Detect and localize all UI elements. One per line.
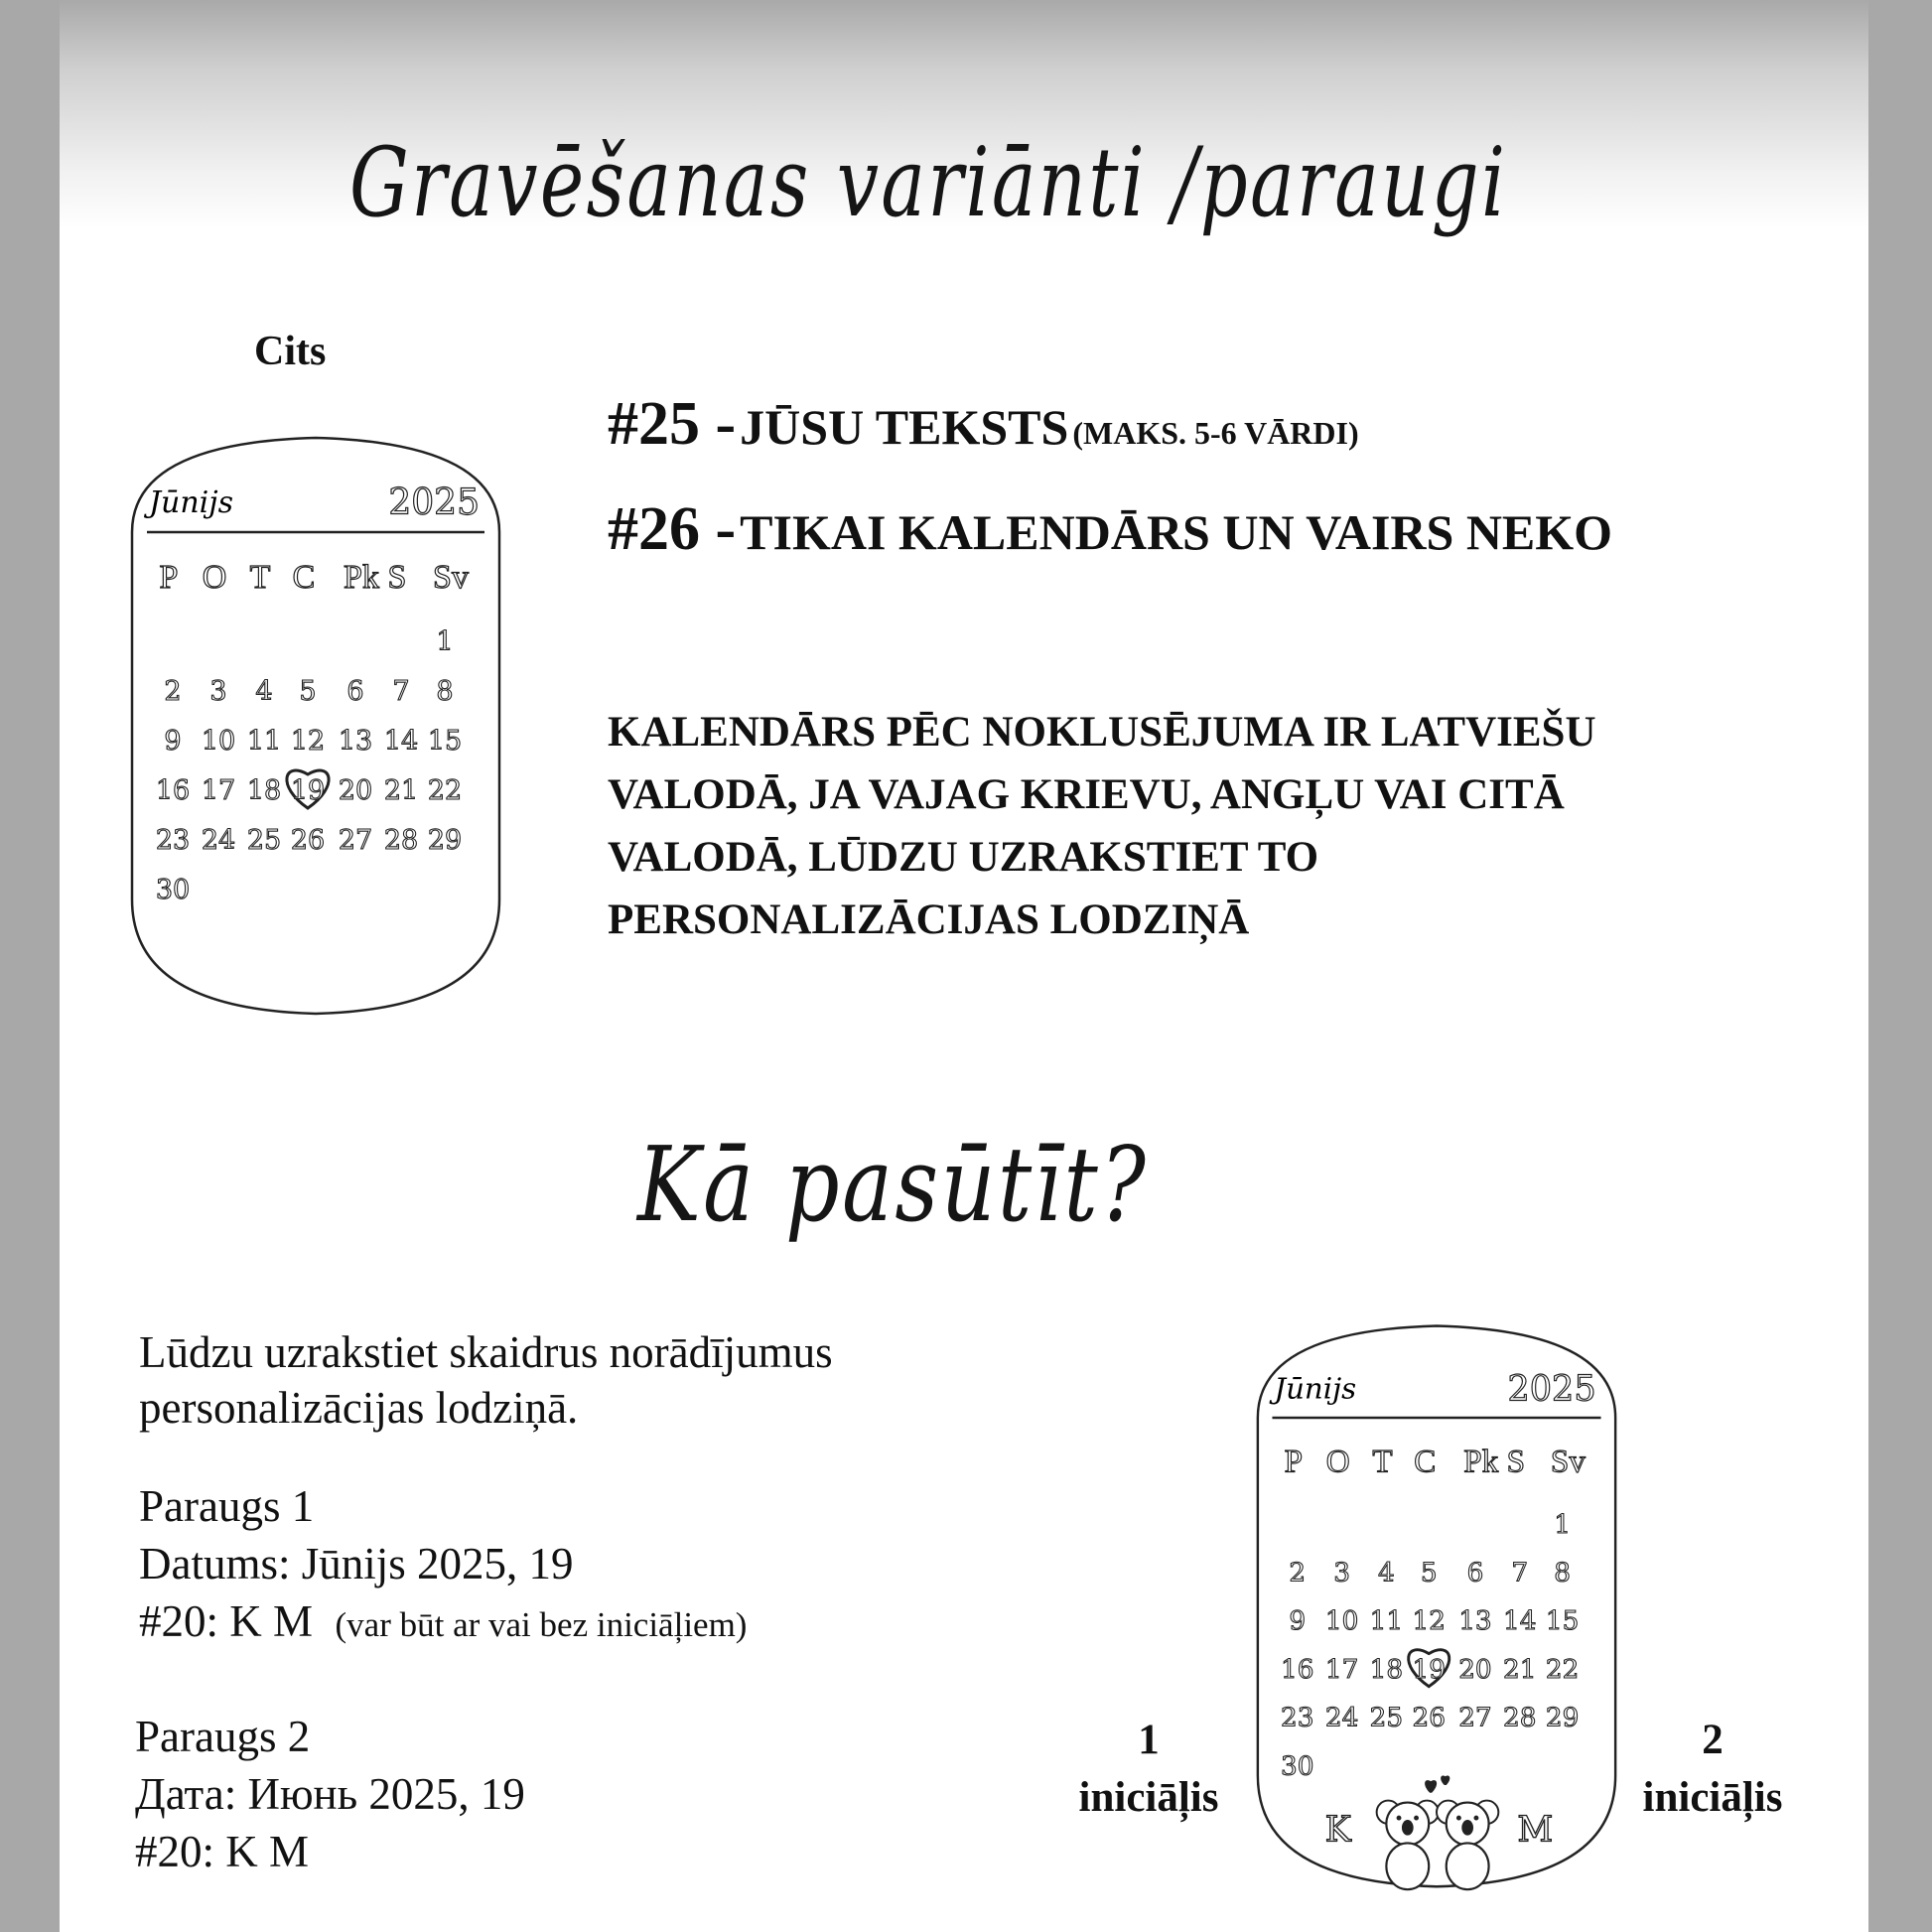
initial-2-text: iniciāļis: [1642, 1774, 1783, 1821]
calendar-month: Jūnijs: [149, 485, 233, 520]
calendar-day: 30: [1281, 1751, 1314, 1782]
calendar-day: 19: [1412, 1654, 1446, 1685]
calendar-day: 24: [201, 825, 236, 856]
calendar-weekday: O: [202, 559, 227, 596]
calendar-weekday: T: [249, 559, 271, 596]
calendar-day: 22: [1545, 1654, 1580, 1685]
calendar-day: 28: [1503, 1703, 1537, 1733]
language-note-line: PERSONALIZĀCIJAS LODZIŅĀ: [608, 897, 1250, 943]
calendar-tag-sample: [127, 423, 504, 1019]
example-1-note: (var būt ar vai bez iniciāļiem): [335, 1605, 748, 1644]
initial-1-label: [1064, 1712, 1233, 1827]
language-note-line: VALODĀ, JA VAJAG KRIEVU, ANGĻU VAI CITĀ: [608, 771, 1565, 818]
option-26: [608, 494, 1612, 565]
calendar-day: 14: [1503, 1606, 1537, 1637]
calendar-day: 1: [436, 626, 454, 657]
example-2: [135, 1708, 525, 1880]
calendar-day: 12: [290, 726, 326, 757]
calendar-day: 29: [1545, 1703, 1580, 1733]
calendar-day: 23: [155, 825, 191, 856]
calendar-day: 10: [1324, 1606, 1359, 1637]
example-1-title: Paraugs 1: [139, 1481, 315, 1531]
calendar-day: 19: [290, 775, 326, 806]
calendar-weekday: Pk: [1463, 1444, 1499, 1480]
instructions-line: Lūdzu uzrakstiet skaidrus norādījumus: [139, 1327, 833, 1377]
calendar-day: 3: [1333, 1558, 1350, 1588]
instructions-line: personalizācijas lodziņā.: [139, 1383, 579, 1433]
option-26-number: #26 -: [608, 495, 737, 563]
initial-1-letter: K: [1324, 1809, 1351, 1851]
calendar-day: 3: [209, 676, 227, 707]
initial-2-label: [1628, 1712, 1797, 1827]
initial-2-number: 2: [1702, 1717, 1724, 1763]
calendar-day: 1: [1554, 1509, 1571, 1540]
calendar-day: 16: [155, 775, 191, 806]
option-25: [608, 389, 1359, 460]
calendar-day: 2: [1289, 1558, 1307, 1588]
calendar-day: 16: [1281, 1654, 1314, 1685]
calendar-day: 27: [338, 825, 373, 856]
calendar-weekday: O: [1325, 1444, 1350, 1480]
calendar-day: 8: [436, 676, 454, 707]
example-1-initials: #20: K M: [139, 1596, 314, 1646]
calendar-day: 7: [1511, 1558, 1529, 1588]
calendar-day: 25: [1369, 1703, 1404, 1733]
calendar-weekday: Sv: [1550, 1444, 1586, 1480]
calendar-day: 15: [1545, 1606, 1580, 1637]
calendar-day: 12: [1412, 1606, 1446, 1637]
other-label: Cits: [254, 329, 327, 374]
calendar-day: 18: [246, 775, 282, 806]
calendar-weekday: C: [1414, 1444, 1437, 1480]
option-26-text: TIKAI KALENDĀRS UN VAIRS NEKO: [740, 504, 1613, 560]
example-2-date: Дата: Июнь 2025, 19: [135, 1769, 525, 1819]
calendar-weekday: T: [1372, 1444, 1393, 1480]
calendar-weekday: P: [159, 559, 179, 596]
calendar-day: 13: [338, 726, 373, 757]
calendar-day: 21: [383, 775, 419, 806]
calendar-year: 2025: [388, 483, 480, 523]
calendar-day: 2: [164, 676, 182, 707]
calendar-day: 5: [1420, 1558, 1438, 1588]
calendar-day: 17: [1324, 1654, 1359, 1685]
calendar-weekday: S: [387, 559, 407, 596]
calendar-weekday: P: [1284, 1444, 1304, 1480]
calendar-weekday: C: [292, 559, 316, 596]
calendar-day: 14: [383, 726, 419, 757]
calendar-day: 7: [392, 676, 410, 707]
calendar-day: 6: [346, 676, 364, 707]
calendar-weekday: Sv: [433, 559, 469, 596]
calendar-day: 28: [383, 825, 419, 856]
calendar-day: 20: [338, 775, 373, 806]
calendar-day: 27: [1458, 1703, 1492, 1733]
calendar-year: 2025: [1507, 1368, 1596, 1410]
calendar-day: 11: [1369, 1606, 1404, 1637]
calendar-day: 13: [1458, 1606, 1492, 1637]
calendar-day: 26: [1412, 1703, 1446, 1733]
calendar-day: 24: [1324, 1703, 1359, 1733]
initial-1-text: iniciāļis: [1078, 1774, 1219, 1821]
calendar-day: 21: [1503, 1654, 1537, 1685]
calendar-day: 23: [1281, 1703, 1314, 1733]
language-note-line: KALENDĀRS PĒC NOKLUSĒJUMA IR LATVIEŠU: [608, 709, 1596, 756]
language-note: [608, 701, 1596, 951]
calendar-day: 11: [246, 726, 282, 757]
initial-1-number: 1: [1138, 1717, 1160, 1763]
calendar-day: 29: [427, 825, 463, 856]
calendar-weekday: Pk: [344, 559, 379, 596]
calendar-day: 5: [299, 676, 317, 707]
calendar-day: 10: [201, 726, 236, 757]
calendar-day: 4: [255, 676, 273, 707]
calendar-day: 6: [1466, 1558, 1484, 1588]
calendar-day: 18: [1369, 1654, 1404, 1685]
calendar-day: 8: [1554, 1558, 1571, 1588]
example-2-initials: #20: K M: [135, 1827, 310, 1876]
calendar-day: 9: [1289, 1606, 1307, 1637]
calendar-day: 30: [155, 875, 191, 905]
option-25-number: #25 -: [608, 390, 737, 458]
example-1-date: Datums: Jūnijs 2025, 19: [139, 1539, 574, 1588]
calendar-weekday: S: [1506, 1444, 1526, 1480]
calendar-day: 4: [1378, 1558, 1395, 1588]
instructions: [139, 1324, 833, 1436]
calendar-day: 17: [201, 775, 236, 806]
calendar-day: 25: [246, 825, 282, 856]
option-25-note: (MAKS. 5-6 VĀRDI): [1072, 415, 1359, 451]
calendar-day: 15: [427, 726, 463, 757]
example-1: [139, 1477, 747, 1654]
calendar-month: Jūnijs: [1274, 1371, 1357, 1406]
option-25-text: JŪSU TEKSTS: [740, 399, 1069, 455]
calendar-day: 9: [164, 726, 182, 757]
calendar-tag-example: [1253, 1309, 1620, 1894]
calendar-day: 22: [427, 775, 463, 806]
example-2-title: Paraugs 2: [135, 1712, 311, 1761]
calendar-day: 20: [1458, 1654, 1492, 1685]
initial-2-letter: M: [1517, 1809, 1554, 1851]
order-title: Kā pasūtīt?: [637, 1124, 1149, 1245]
calendar-day: 26: [290, 825, 326, 856]
language-note-line: VALODĀ, LŪDZU UZRAKSTIET TO: [608, 834, 1319, 881]
page-title: Gravēšanas variānti /paraugi: [349, 127, 1508, 238]
